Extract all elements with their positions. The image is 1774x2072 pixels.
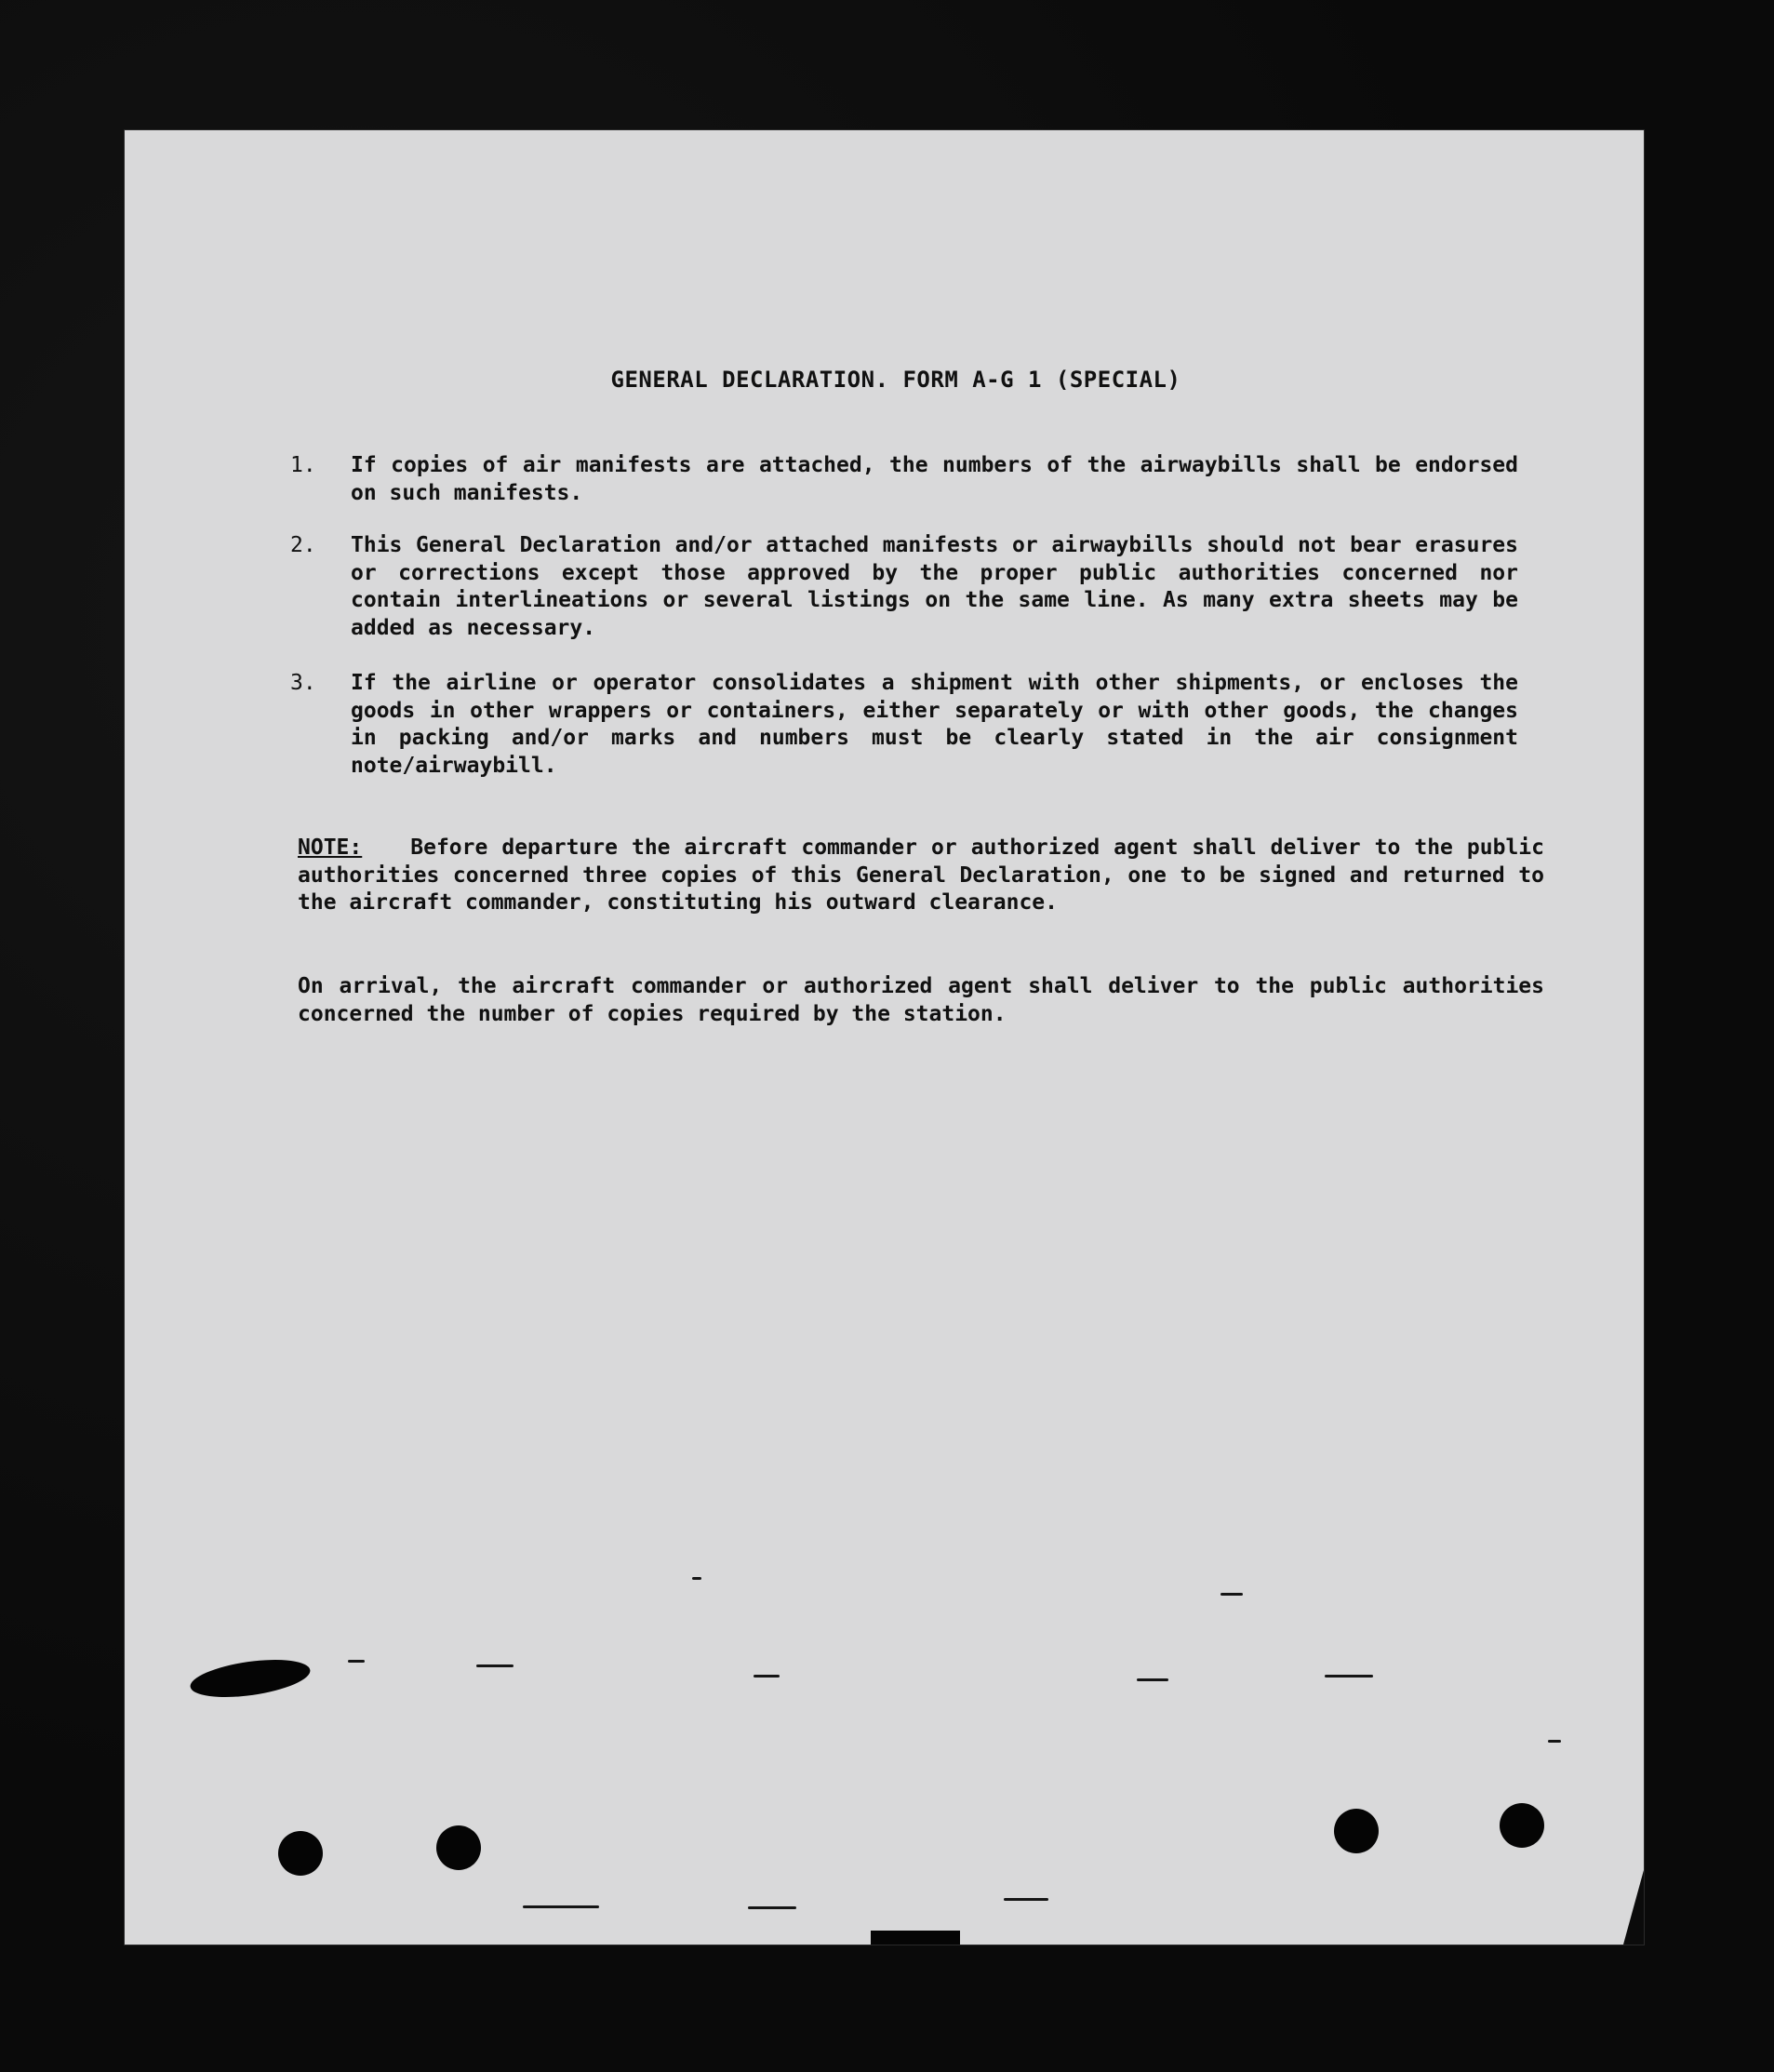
item-text: This General Declaration and/or attached manifests or airwaybills should not bear erasures or corrections except those approved by the proper public authorities concerned nor contain interlineations or several listings on the same line. As many extra sheets may be added as necessary. xyxy=(351,533,1518,640)
document-page xyxy=(125,130,1644,1945)
punch-hole xyxy=(1334,1809,1379,1853)
scan-speck xyxy=(1325,1675,1373,1678)
scan-speck xyxy=(748,1906,796,1909)
scan-speck xyxy=(1220,1593,1243,1596)
punch-hole xyxy=(436,1825,481,1870)
document-title: GENERAL DECLARATION. FORM A-G 1 (SPECIAL) xyxy=(610,367,1181,393)
item-text: If the airline or operator consolidates a shipment with other shipments, or encloses the goods in other wrappers or containers, either separately or with other goods, the changes in packing and/or marks and numbers must be clearly stated in the air consignment note/airwaybill. xyxy=(351,671,1518,778)
item-number: 1. xyxy=(290,453,316,477)
punch-hole xyxy=(1500,1803,1544,1848)
item-text: If copies of air manifests are attached, the numbers of the airwaybills shall be endorsed on such manifests. xyxy=(351,453,1518,505)
scan-speck xyxy=(1548,1740,1561,1743)
item-number: 3. xyxy=(290,671,316,695)
ink-stain xyxy=(188,1653,313,1704)
item-number: 2. xyxy=(290,533,316,557)
page-fold-corner xyxy=(1623,1870,1644,1945)
scan-speck xyxy=(692,1577,701,1580)
binding-tab xyxy=(871,1931,960,1945)
scan-speck xyxy=(754,1675,780,1678)
punch-hole xyxy=(278,1831,323,1876)
instruction-item-1 xyxy=(290,452,1518,507)
scan-speck xyxy=(1137,1678,1168,1681)
instruction-item-3 xyxy=(290,670,1518,780)
instruction-item-2 xyxy=(290,532,1518,642)
scan-speck xyxy=(523,1905,599,1908)
scan-speck xyxy=(1004,1898,1048,1901)
scan-speck xyxy=(348,1660,365,1663)
arrival-paragraph: On arrival, the aircraft commander or authorized agent shall deliver to the public authorities concerned the number of copies required by the station. xyxy=(298,974,1544,1026)
scan-speck xyxy=(476,1664,514,1667)
note-text: Before departure the aircraft commander or authorized agent shall deliver to the public authorities concerned three copies of this General Declaration, one to be signed and returned to the aircraft commander, constituting his outward clearance. xyxy=(298,835,1544,915)
note-label: NOTE: xyxy=(298,835,363,860)
note-paragraph xyxy=(298,835,1544,917)
